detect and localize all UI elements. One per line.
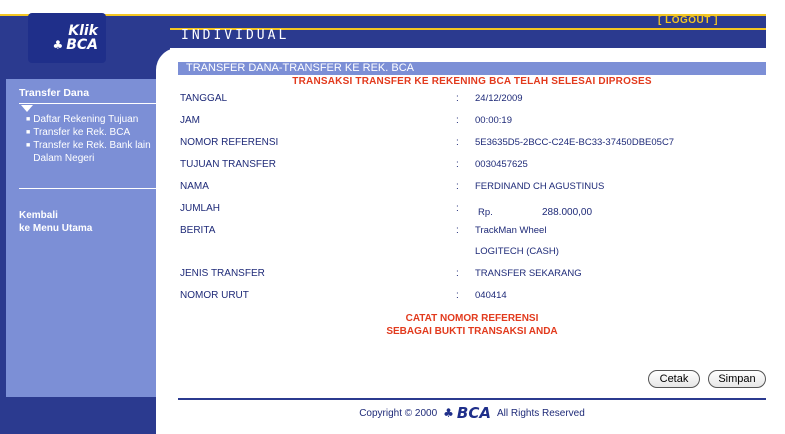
- field-value: 040414: [475, 290, 507, 301]
- print-button[interactable]: Cetak: [648, 370, 700, 388]
- field-colon: :: [456, 290, 459, 301]
- logo-bca: [52, 38, 98, 53]
- field-value: 5E3635D5-2BCC-C24E-BC33-37450DBE05C7: [475, 137, 675, 148]
- field-label: JAM: [180, 115, 200, 126]
- field-label: BERITA: [180, 225, 216, 236]
- header-bar: [0, 16, 766, 48]
- field-colon: :: [456, 115, 459, 126]
- field-colon: :: [456, 159, 459, 170]
- sidebar-divider: [19, 103, 157, 104]
- field-value: TRANSFER SEKARANG: [475, 268, 582, 279]
- sidebar-item-transfer-rek-bca[interactable]: [26, 126, 156, 139]
- caret-down-icon: [21, 105, 33, 112]
- field-value: 24/12/2009: [475, 93, 523, 104]
- detail-row-nama: [180, 181, 760, 195]
- bullet-icon: ■: [26, 129, 31, 136]
- field-label: TANGGAL: [180, 93, 228, 104]
- field-colon: :: [456, 203, 459, 214]
- bullet-icon: ■: [26, 142, 31, 149]
- field-colon: :: [456, 225, 459, 236]
- field-label: NOMOR REFERENSI: [180, 137, 279, 148]
- copyright-text: Copyright © 2000: [359, 407, 438, 419]
- note-line1: CATAT NOMOR REFERENSI: [405, 313, 539, 324]
- sidebar: [6, 79, 156, 397]
- field-colon: :: [456, 181, 459, 192]
- field-label: JENIS TRANSFER: [180, 268, 265, 279]
- logout-link[interactable]: [ LOGOUT ]: [658, 15, 718, 26]
- field-colon: :: [456, 137, 459, 148]
- back-to-main-menu-link[interactable]: [19, 209, 92, 235]
- field-label: NAMA: [180, 181, 209, 192]
- rights-text: All Rights Reserved: [496, 407, 585, 419]
- bca-logo-icon: ♣: [443, 406, 454, 420]
- currency-label: Rp.: [478, 207, 493, 218]
- detail-row-nomor-urut: [180, 290, 760, 304]
- field-label: TUJUAN TRANSFER: [180, 159, 276, 170]
- field-label: JUMLAH: [180, 203, 221, 214]
- sidebar-item-transfer-rek-bank-lain[interactable]: [26, 139, 156, 165]
- detail-row-tanggal: [180, 93, 760, 107]
- field-value: 00:00:19: [475, 115, 512, 126]
- logo-bca-text: BCA: [66, 36, 98, 53]
- bullet-icon: ■: [26, 116, 31, 123]
- status-message: TRANSAKSI TRANSFER KE REKENING BCA TELAH SELESAI DIPROSES: [292, 76, 652, 87]
- footer-divider: [178, 398, 766, 400]
- detail-row-jumlah: [180, 203, 760, 217]
- sidebar-divider: [19, 188, 157, 189]
- copyright: [178, 404, 766, 422]
- detail-row-berita: [180, 225, 760, 239]
- back-link-line2: ke Menu Utama: [19, 223, 93, 234]
- footer-bca-logo: [443, 404, 491, 422]
- back-link-line1: Kembali: [19, 210, 58, 221]
- reference-note: [178, 312, 766, 338]
- save-button[interactable]: Simpan: [708, 370, 766, 388]
- sidebar-menu: [26, 113, 156, 165]
- sidebar-item-label: Transfer ke Rek. BCA: [33, 127, 131, 138]
- field-value: LOGITECH (CASH): [475, 246, 559, 257]
- sidebar-item-label: Transfer ke Rek. Bank lain Dalam Negeri: [33, 140, 151, 164]
- amount-value: 288.000,00: [542, 207, 593, 218]
- detail-row-tujuan-transfer: [180, 159, 760, 173]
- field-colon: :: [456, 93, 459, 104]
- sidebar-item-daftar-rekening[interactable]: [26, 113, 156, 126]
- field-value: 0030457625: [475, 159, 528, 170]
- logo-klik-text: Klik: [68, 22, 98, 39]
- footer-bca-text: BCA: [456, 404, 491, 422]
- sidebar-item-label: Daftar Rekening Tujuan: [33, 114, 139, 125]
- footer-band: [6, 406, 156, 428]
- field-colon: :: [456, 268, 459, 279]
- bca-logo-icon: ♣: [52, 37, 64, 52]
- field-value: TrackMan Wheel: [475, 225, 547, 236]
- detail-row-jam: [180, 115, 760, 129]
- field-label: NOMOR URUT: [180, 290, 249, 301]
- klikbca-logo[interactable]: [28, 13, 106, 63]
- field-value: FERDINAND CH AGUSTINUS: [475, 181, 605, 192]
- detail-row-berita-line2: [180, 246, 760, 260]
- page-title: TRANSFER DANA-TRANSFER KE REK. BCA: [178, 62, 766, 75]
- section-title: INDIVIDUAL: [181, 28, 290, 43]
- detail-row-nomor-referensi: [180, 137, 760, 151]
- detail-row-jenis-transfer: [180, 268, 760, 282]
- sidebar-title: Transfer Dana: [19, 87, 90, 99]
- note-line2: SEBAGAI BUKTI TRANSAKSI ANDA: [386, 326, 558, 337]
